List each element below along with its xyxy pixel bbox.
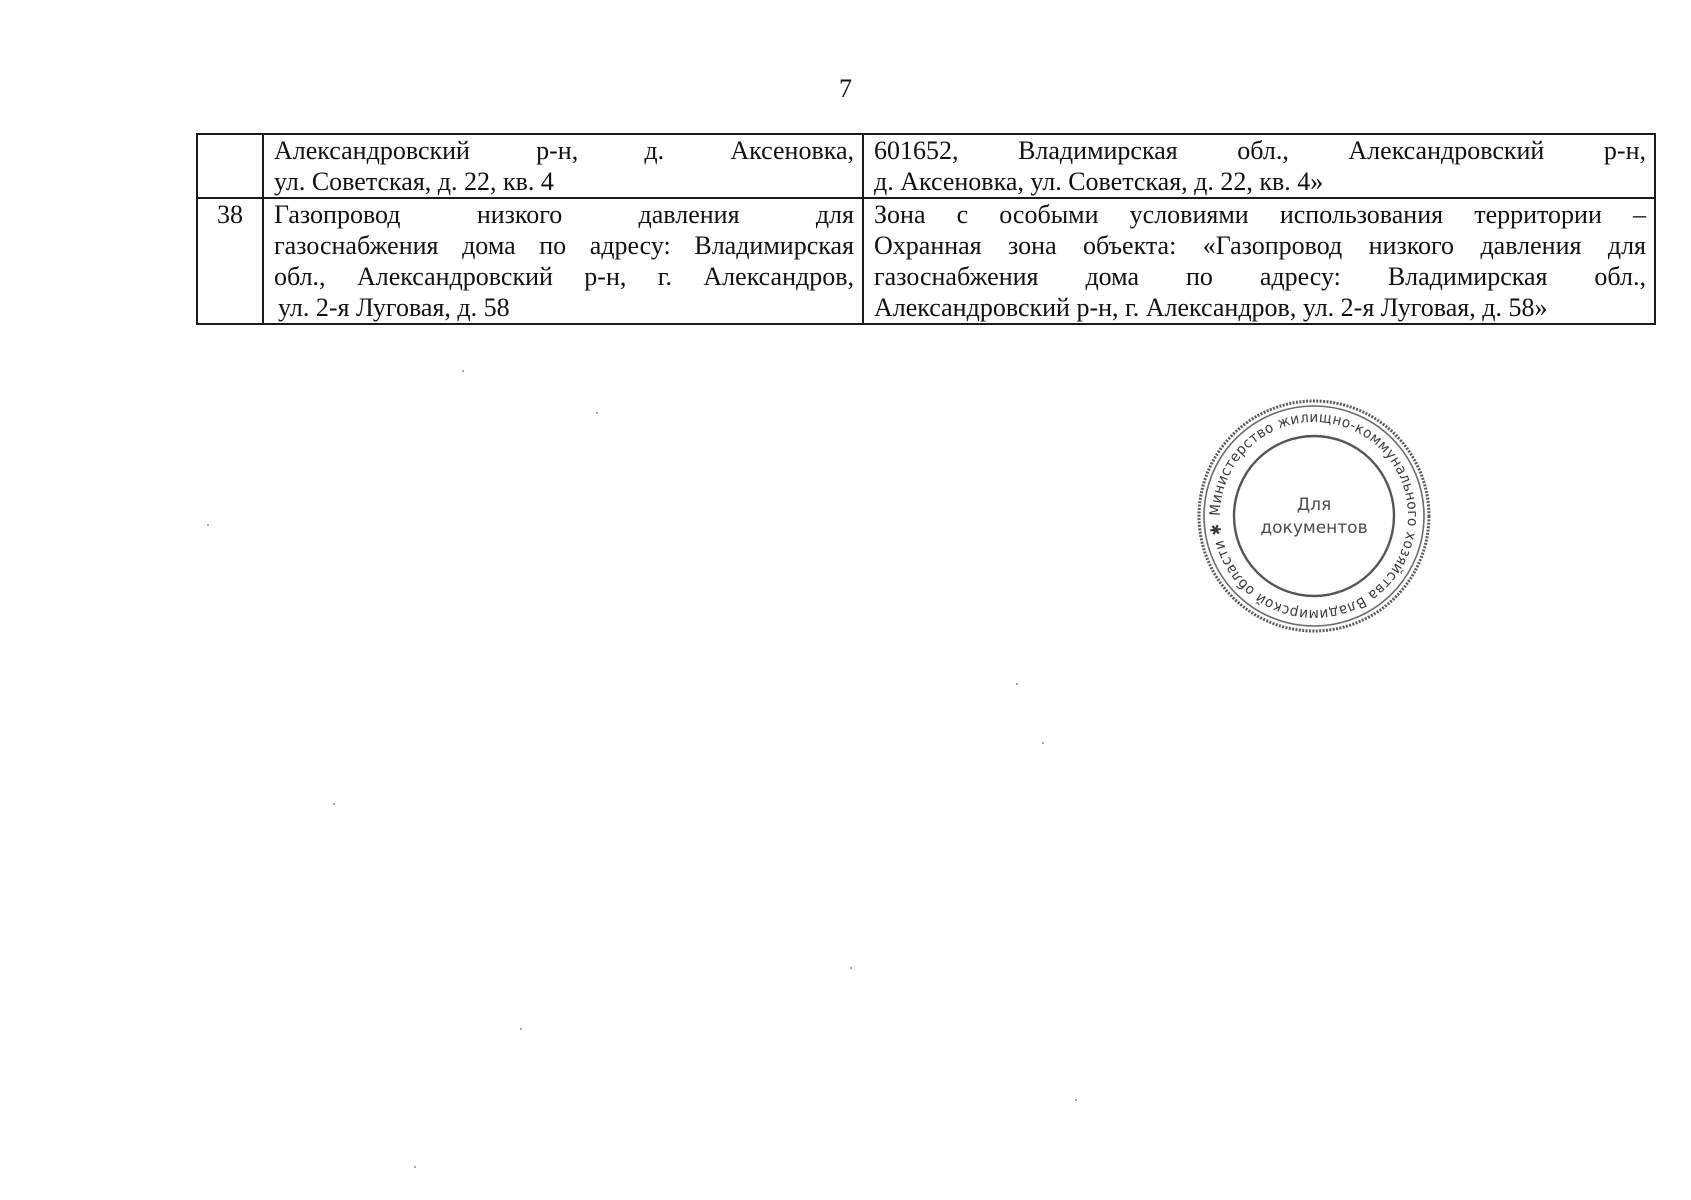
- row-number-cell: [197, 134, 263, 198]
- svg-text:Министерство жилищно-коммуналь: [1208, 410, 1420, 622]
- page-number: 7: [839, 74, 852, 103]
- stamp-ring-text: Министерство жилищно-коммунального хозяйства Владимирской области ✱: [1207, 409, 1421, 623]
- scan-speck: [1042, 742, 1044, 744]
- scan-speck: [596, 412, 598, 414]
- object-line: ул. Советская, д. 22, кв. 4: [274, 167, 554, 196]
- zone-line: Охранная зона объекта: «Газопровод низкого давления для: [874, 231, 1646, 260]
- zone-line: Александровский р-н, г. Александров, ул. 2-я Луговая, д. 58»: [874, 293, 1548, 322]
- table-row: [197, 198, 1655, 324]
- zone-cell: [863, 198, 1655, 324]
- object-cell: [263, 134, 863, 198]
- scan-speck: [1016, 683, 1018, 685]
- scan-speck: [462, 370, 464, 372]
- object-line: газоснабжения дома по адресу: Владимирская: [274, 231, 854, 260]
- scan-speck: [414, 1166, 416, 1168]
- stamp-center-line: Для: [1296, 495, 1332, 515]
- table-row: [197, 134, 1655, 198]
- document-table: [196, 133, 1656, 325]
- object-line: обл., Александровский р-н, г. Александров,: [274, 262, 854, 291]
- zone-line: газоснабжения дома по адресу: Владимирская обл.,: [874, 262, 1646, 291]
- object-line: Газопровод низкого давления для: [274, 200, 854, 229]
- object-line: Александровский р-н, д. Аксеновка,: [274, 136, 854, 165]
- scan-speck: [333, 803, 335, 805]
- zone-line: 601652, Владимирская обл., Александровский р-н,: [874, 136, 1646, 165]
- stamp-center-line: документов: [1260, 518, 1368, 538]
- zone-line: Зона с особыми условиями использования территории –: [874, 200, 1646, 229]
- zone-cell: [863, 134, 1655, 198]
- scan-speck: [207, 524, 209, 526]
- scan-speck: [850, 967, 852, 969]
- zone-line: д. Аксеновка, ул. Советская, д. 22, кв. 4»: [874, 167, 1324, 196]
- object-line: ул. 2-я Луговая, д. 58: [278, 293, 510, 322]
- official-stamp: [1196, 398, 1432, 634]
- scan-speck: [520, 1028, 522, 1030]
- scan-speck: [1075, 1099, 1077, 1101]
- row-number-cell: 38: [197, 198, 263, 324]
- object-cell: [263, 198, 863, 324]
- stamp-seal-icon: [1196, 398, 1432, 634]
